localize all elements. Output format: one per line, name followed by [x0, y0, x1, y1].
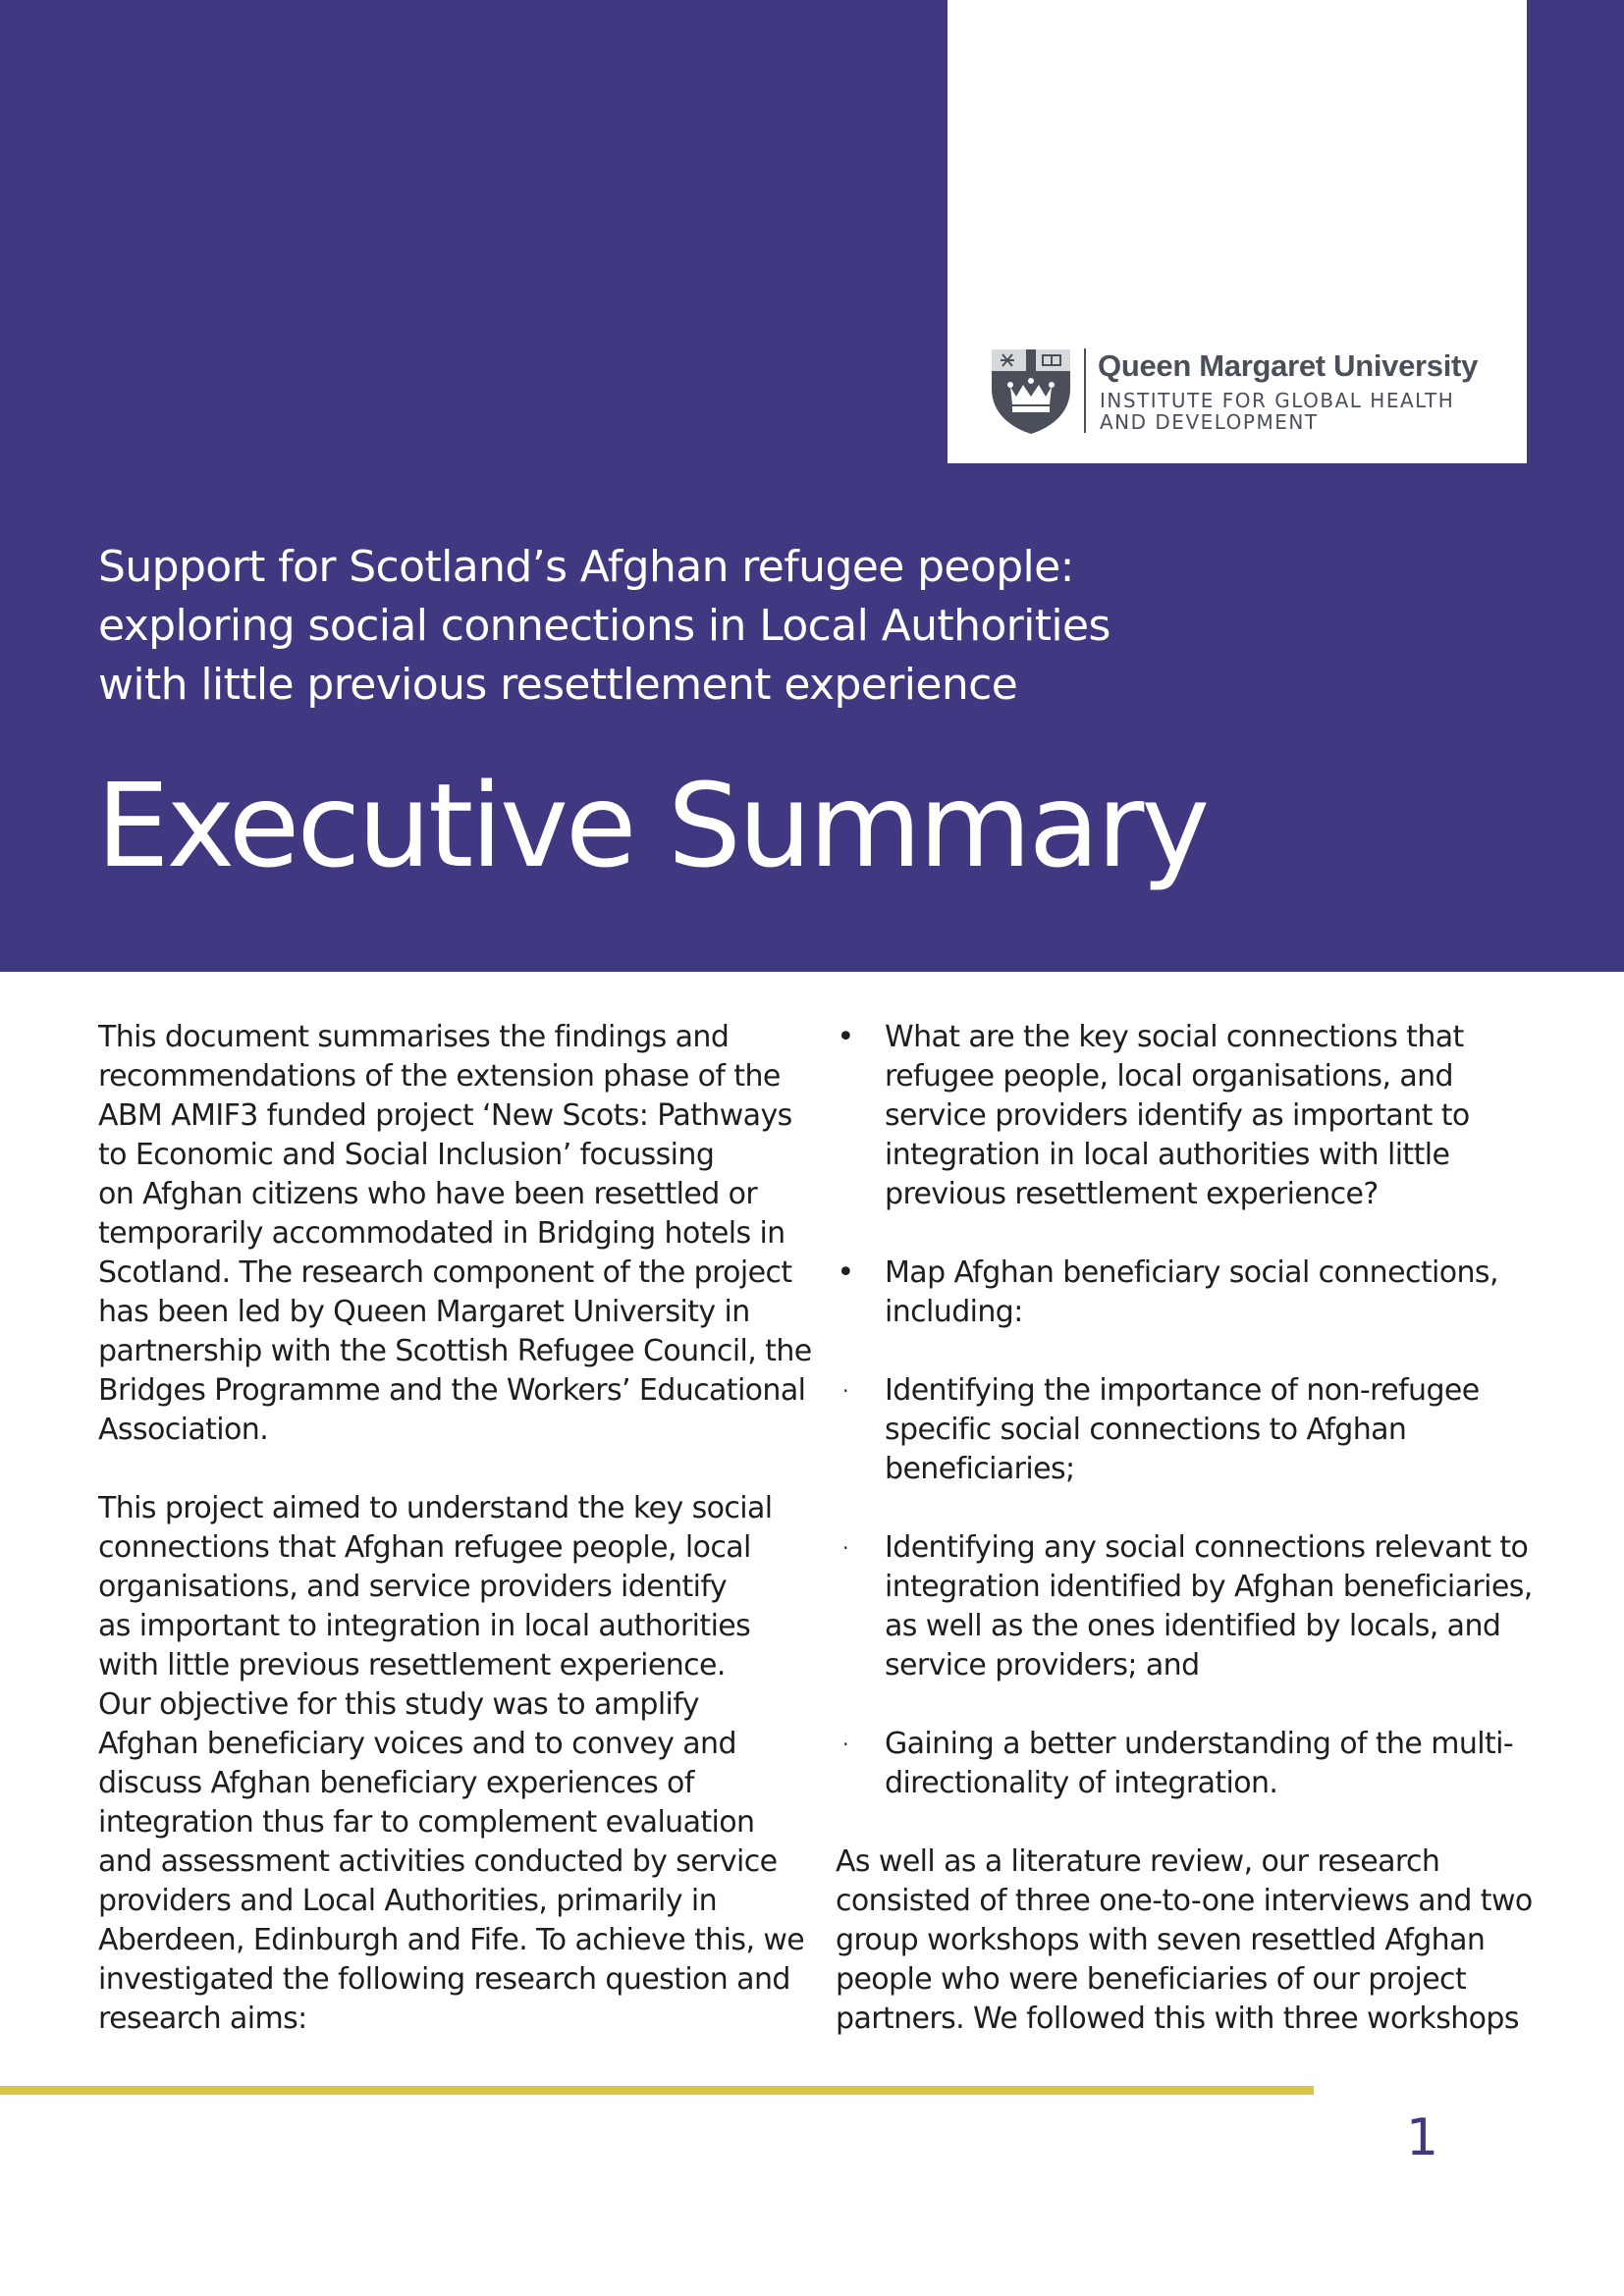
aims-paragraph: [98, 1489, 805, 2039]
text-line: Gaining a better understanding of the multi-: [885, 1727, 1514, 1761]
left-column: [98, 1018, 812, 2039]
text-line: has been led by Queen Margaret University in: [98, 1295, 750, 1329]
list-item: [836, 1725, 1523, 1803]
text-line: recommendations of the extension phase of the: [98, 1059, 781, 1094]
logo-divider: [1084, 348, 1086, 433]
text-line: to Economic and Social Inclusion’ focussing: [98, 1138, 715, 1172]
subtitle-line-2: exploring social connections in Local Authorities: [98, 601, 1110, 651]
text-line: Identifying the importance of non-refugee: [885, 1373, 1480, 1408]
text-line: Association.: [98, 1413, 269, 1447]
text-line: service providers identify as important to: [885, 1098, 1470, 1133]
text-line: as well as the ones identified by locals, and: [885, 1609, 1501, 1643]
text-line: beneficiaries;: [885, 1452, 1075, 1486]
text-line: discuss Afghan beneficiary experiences of: [98, 1766, 694, 1800]
text-line: specific social connections to Afghan: [885, 1413, 1407, 1447]
list-item: [836, 1371, 1523, 1489]
bullet-icon: ·: [842, 1536, 848, 1560]
text-line: including:: [885, 1295, 1023, 1329]
text-line: ABM AMIF3 funded project ‘New Scots: Pathways: [98, 1098, 792, 1133]
text-line: What are the key social connections that: [885, 1020, 1464, 1054]
text-line: consisted of three one-to-one interviews and two: [836, 1884, 1533, 1918]
bullet-icon: ·: [842, 1379, 848, 1403]
text-line: service providers; and: [885, 1648, 1200, 1682]
text-line: Identifying any social connections relevant to: [885, 1530, 1529, 1565]
text-line: partnership with the Scottish Refugee Council, the: [98, 1334, 812, 1368]
text-line: on Afghan citizens who have been resettled or: [98, 1177, 758, 1211]
list-item: [836, 1018, 1523, 1214]
text-line: providers and Local Authorities, primarily in: [98, 1884, 717, 1918]
text-line: Aberdeen, Edinburgh and Fife. To achieve this, we: [98, 1923, 805, 1957]
text-line: connections that Afghan refugee people, local: [98, 1530, 751, 1565]
text-line: partners. We followed this with three workshops: [836, 2002, 1519, 2036]
list-item: [836, 1254, 1523, 1332]
text-line: Our objective for this study was to amplify: [98, 1687, 699, 1722]
text-line: organisations, and service providers identify: [98, 1570, 727, 1604]
header-banner: [0, 0, 1624, 972]
subtitle-line-3: with little previous resettlement experience: [98, 660, 1018, 710]
university-crest-icon: [989, 346, 1073, 436]
text-line: with little previous resettlement experience.: [98, 1648, 726, 1682]
text-line: As well as a literature review, our research: [836, 1844, 1440, 1879]
text-line: previous resettlement experience?: [885, 1177, 1379, 1211]
text-line: investigated the following research question and: [98, 1962, 790, 1997]
text-line: Bridges Programme and the Workers’ Educational: [98, 1373, 806, 1408]
bullet-icon: •: [837, 1255, 854, 1290]
institute-name-line-2: AND DEVELOPMENT: [1100, 410, 1319, 434]
text-line: and assessment activities conducted by service: [98, 1844, 778, 1879]
text-line: as important to integration in local authorities: [98, 1609, 751, 1643]
list-item: [836, 1528, 1533, 1685]
text-line: group workshops with seven resettled Afghan: [836, 1923, 1486, 1957]
text-line: people who were beneficiaries of our project: [836, 1962, 1467, 1997]
text-line: Map Afghan beneficiary social connections,: [885, 1255, 1498, 1290]
text-line: integration in local authorities with little: [885, 1138, 1450, 1172]
text-line: refugee people, local organisations, and: [885, 1059, 1453, 1094]
footer-divider: [0, 2086, 1314, 2095]
text-line: This document summarises the findings and: [98, 1020, 730, 1054]
text-line: directionality of integration.: [885, 1766, 1278, 1800]
intro-paragraph: [98, 1018, 812, 1450]
bullet-icon: •: [837, 1020, 854, 1054]
text-line: Scotland. The research component of the project: [98, 1255, 792, 1290]
text-line: temporarily accommodated in Bridging hotels in: [98, 1216, 785, 1251]
text-line: integration identified by Afghan beneficiaries,: [885, 1570, 1533, 1604]
right-column: [836, 1018, 1533, 2039]
text-line: research aims:: [98, 2002, 307, 2036]
method-paragraph: [836, 1842, 1533, 2039]
text-line: integration thus far to complement evaluation: [98, 1805, 755, 1840]
subtitle-line-1: Support for Scotland’s Afghan refugee people:: [98, 542, 1074, 592]
bullet-icon: ·: [842, 1733, 848, 1756]
text-line: Afghan beneficiary voices and to convey and: [98, 1727, 736, 1761]
page-title: Executive Summary: [96, 758, 1208, 893]
university-name: Queen Margaret University: [1098, 348, 1479, 383]
text-line: This project aimed to understand the key social: [98, 1491, 773, 1525]
page-number: 1: [1406, 2109, 1439, 2167]
institute-name-line-1: INSTITUTE FOR GLOBAL HEALTH: [1100, 389, 1455, 412]
